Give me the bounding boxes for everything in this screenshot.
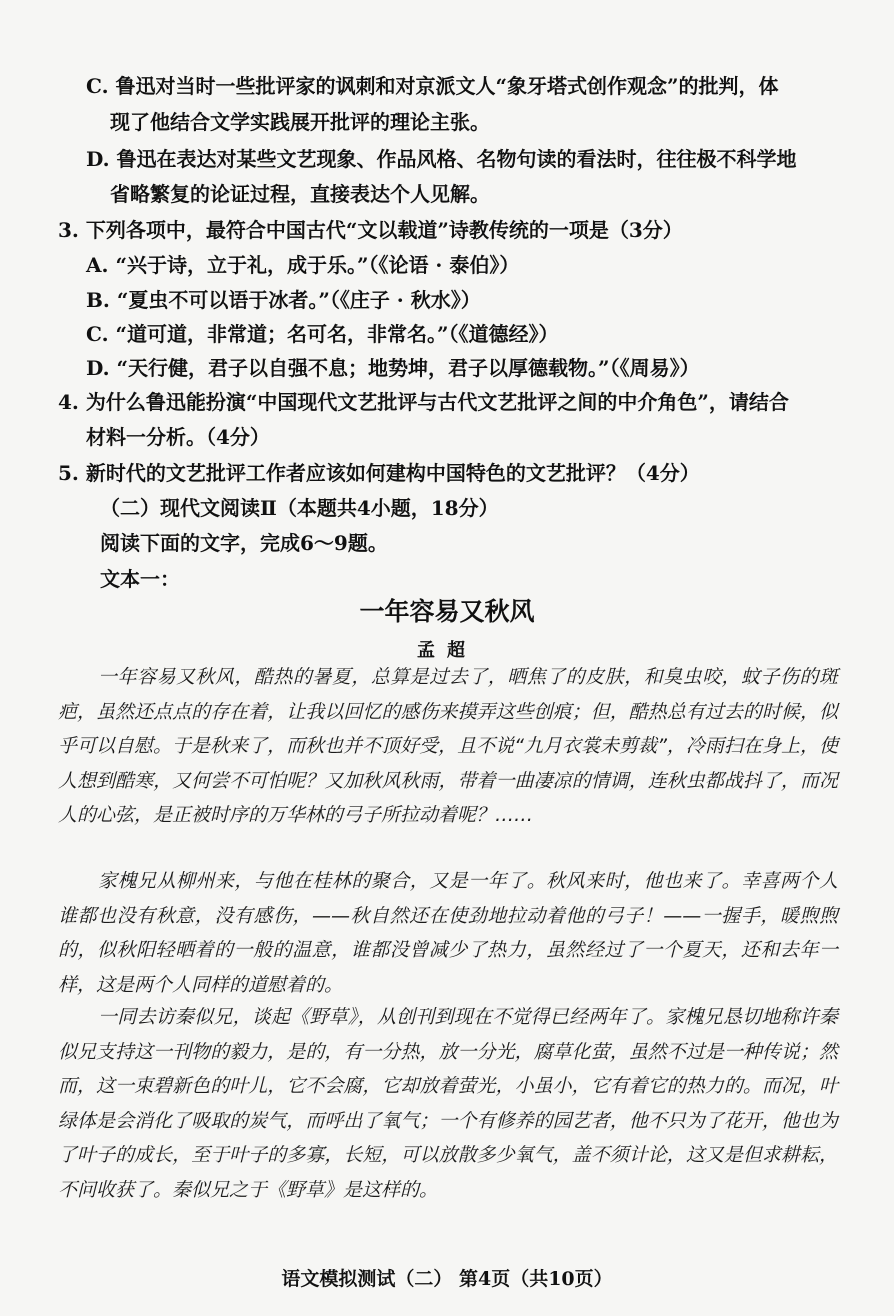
article-paragraph-3: 一同去访秦似兄，谈起《野草》，从创刊到现在不觉得已经两年了。家槐兄恳切地称许秦似兄支持这一刊物的毅力，是的，有一分热，放一分光，腐草化萤，虽然不过是一种传说；然而，这一束碧新色的叶儿，它不会腐，它却放着萤光，小虽小，它有着它的热力的。而况，叶绿体是会消化了吸取的炭气，而呼出了氧气；一个有修养的园艺者，他不只为了花开，他也为了叶子的成长，至于叶子的多寡，长短，可以放散多少氧气，盖不须计论，这又是但求耕耘，不问收获了。秦似兄之于《野草》是这样的。: [58, 1006, 838, 1201]
question-4-line1: 4. 为什么鲁迅能扮演“中国现代文艺批评与古代文艺批评之间的中介角色”，请结合: [58, 390, 789, 414]
article-paragraph-1: 一年容易又秋风，酷热的暑夏，总算是过去了，晒焦了的皮肤，和臭虫咬，蚊子伤的斑疤，虽然还点点的存在着，让我以回忆的感伤来摸弄这些创痕；但，酷热总有过去的时候，似乎可以自慰。于是秋来了，而秋也并不顶好受，且不说“九月衣裳未剪裁”，冷雨扫在身上，使人想到酷寒，又何尝不可怕呢？又加秋风秋雨，带着一曲凄凉的情调，连秋虫都战抖了，而况人的心弦，是正被时序的万华林的弓子所拉动着呢？……: [58, 666, 838, 826]
q2-option-c-line1: C. 鲁迅对当时一些批评家的讽刺和对京派文人“象牙塔式创作观念”的批判，体: [86, 74, 779, 98]
page-footer: 语文模拟测试（二） 第4页（共10页）: [281, 1268, 613, 1290]
q3-option-c: C. “道可道，非常道；名可名，非常名。”（《道德经》）: [86, 322, 559, 346]
q2-option-c-line2: 现了他结合文学实践展开批评的理论主张。: [110, 110, 490, 134]
q3-option-d: D. “天行健，君子以自强不息；地势坤，君子以厚德载物。”（《周易》）: [86, 356, 700, 380]
article-title: 一年容易又秋风: [359, 597, 535, 626]
question-3: 3. 下列各项中，最符合中国古代“文以载道”诗教传统的一项是（3分）: [58, 218, 683, 242]
article-paragraph-2: 家槐兄从柳州来，与他在桂林的聚合，又是一年了。秋风来时，他也来了。幸喜两个人谁都也没有秋意，没有感伤，——秋自然还在使劲地拉动着他的弓子！——一握手，暖煦煦的，似秋阳轻晒着的一般的温意，谁都没曾减少了热力，虽然经过了一个夏天，还和去年一样，这是两个人同样的道慰着的。: [58, 870, 838, 996]
question-5: 5. 新时代的文艺批评工作者应该如何建构中国特色的文艺批评？（4分）: [58, 461, 700, 485]
section-instruction: 阅读下面的文字，完成6～9题。: [100, 531, 388, 555]
q2-option-d-line1: D. 鲁迅在表达对某些文艺现象、作品风格、名物句读的看法时，往往极不科学地: [86, 147, 797, 171]
article-author: 孟超: [417, 640, 477, 661]
section-heading: （二）现代文阅读Ⅱ（本题共4小题，18分）: [100, 496, 499, 520]
q2-option-d-line2: 省略繁复的论证过程，直接表达个人见解。: [110, 182, 490, 206]
q3-option-b: B. “夏虫不可以语于冰者。”（《庄子 · 秋水》）: [86, 288, 481, 312]
question-4-line2: 材料一分析。（4分）: [86, 425, 270, 449]
text-label: 文本一：: [100, 567, 180, 591]
q3-option-a: A. “兴于诗，立于礼，成于乐。”（《论语 · 泰伯》）: [86, 253, 520, 277]
